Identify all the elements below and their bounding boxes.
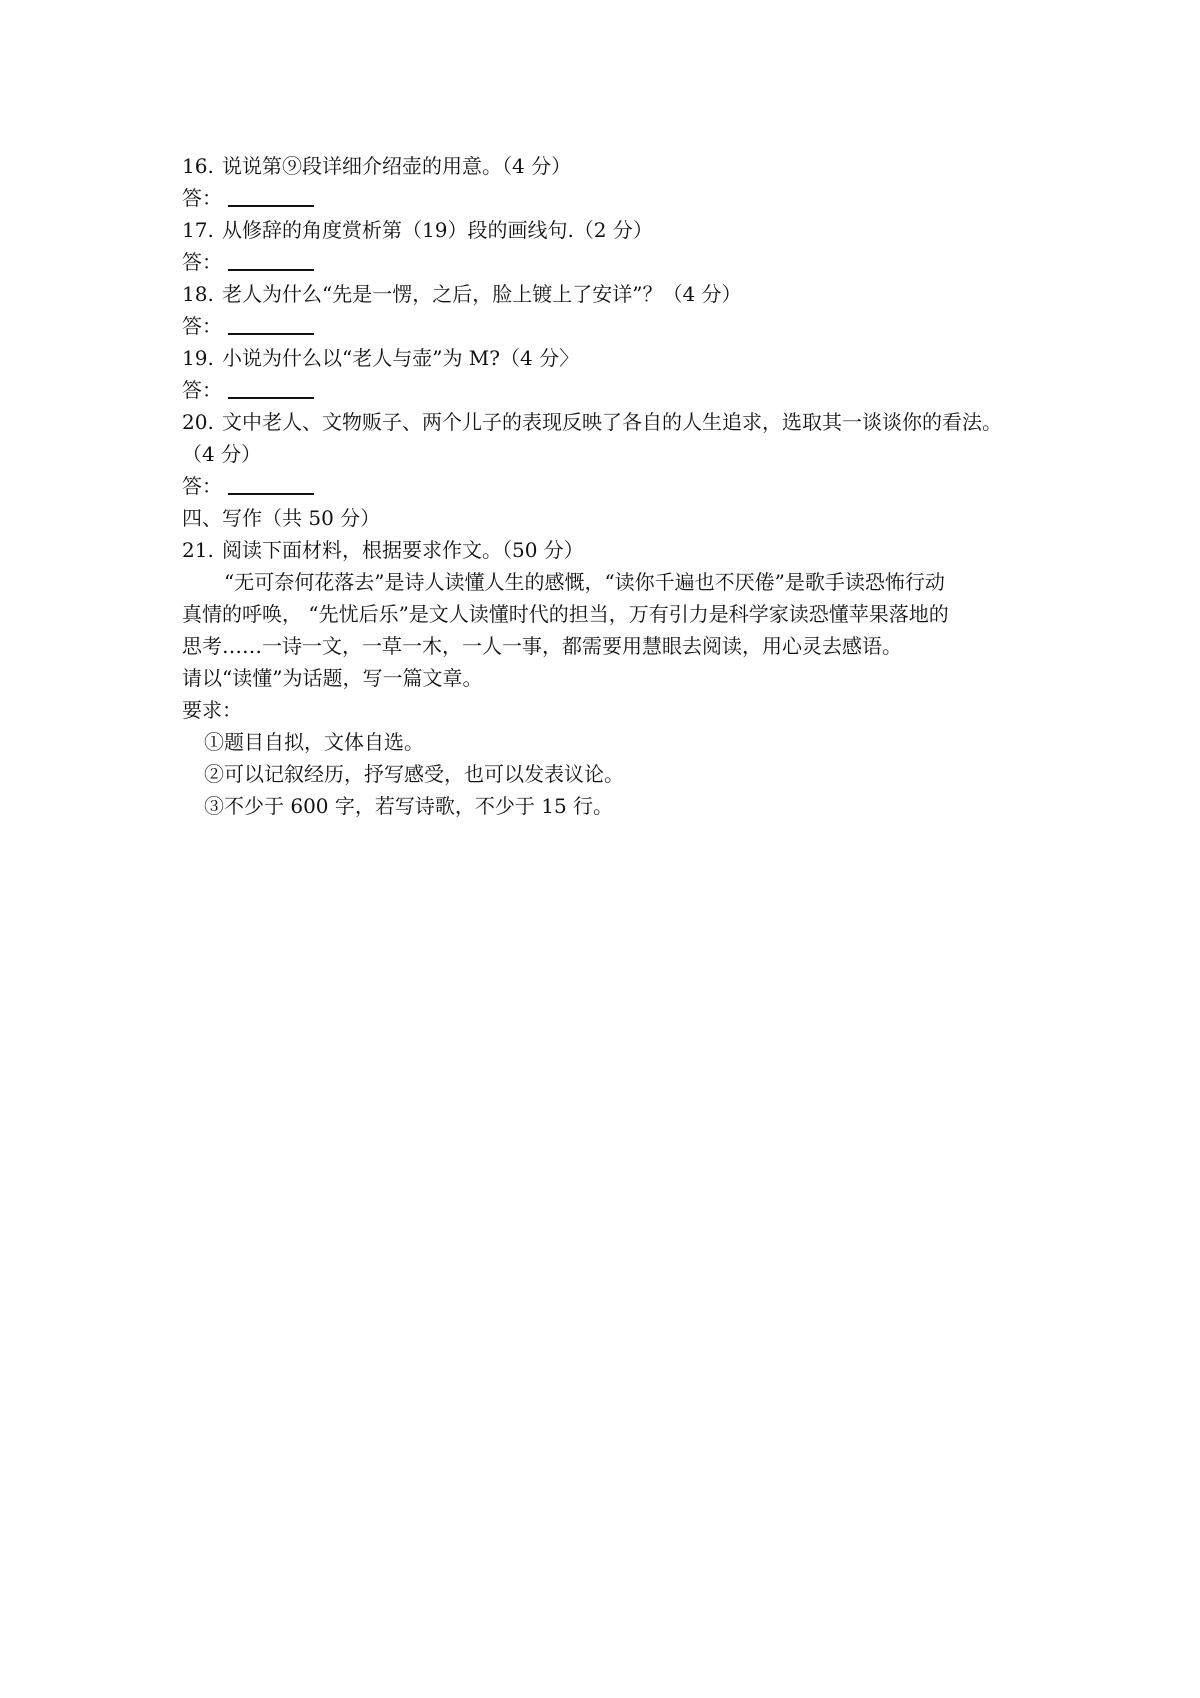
answer-line-19	[182, 374, 1042, 406]
question-text: 文中老人、文物贩子、两个儿子的表现反映了各自的人生追求，选取其一谈谈你的看法。	[222, 410, 1002, 434]
answer-label: 答：	[182, 378, 222, 402]
question-number: 20.	[182, 410, 214, 434]
answer-line-17	[182, 246, 1042, 278]
answer-label: 答：	[182, 186, 222, 210]
material-line-2: 真情的呼唤， “先忧后乐”是文人读懂时代的担当，万有引力是科学家读恐懂苹果落地的	[182, 602, 949, 626]
question-21	[182, 534, 1042, 566]
answer-blank[interactable]	[228, 313, 314, 335]
question-text: 说说第⑨段详细介绍壶的用意。（4 分）	[222, 154, 572, 178]
writing-topic: 请以“读懂”为话题，写一篇文章。	[182, 666, 483, 690]
requirements-label: 要求：	[182, 698, 242, 722]
answer-blank[interactable]	[228, 185, 314, 207]
question-19	[182, 342, 1042, 374]
question-text: 小说为什么以“老人与壶”为 M?（4 分〉	[222, 346, 580, 370]
answer-line-16	[182, 182, 1042, 214]
answer-blank[interactable]	[228, 249, 314, 271]
answer-line-20	[182, 470, 1042, 502]
material-line-1: “无可奈何花落去”是诗人读懂人生的感慨，“读你千遍也不厌倦”是歌手读恐怖行动	[224, 570, 945, 594]
question-number: 16.	[182, 154, 214, 178]
requirement-item: ①题目自拟，文体自选。	[204, 730, 424, 754]
question-text: 老人为什么“先是一愣，之后，脸上镀上了安详”？（4 分）	[222, 282, 742, 306]
answer-label: 答：	[182, 314, 222, 338]
question-text: 阅读下面材料，根据要求作文。（50 分）	[222, 538, 584, 562]
question-20-continuation	[182, 438, 1042, 470]
question-20	[182, 406, 1042, 438]
question-score: （4 分）	[182, 442, 262, 466]
requirement-item: ③不少于 600 字，若写诗歌，不少于 15 行。	[204, 794, 614, 818]
answer-label: 答：	[182, 250, 222, 274]
material-line-3: 思考……一诗一文，一草一木，一人一事，都需要用慧眼去阅读，用心灵去感语。	[182, 634, 902, 658]
exam-content	[182, 150, 1042, 822]
question-18	[182, 278, 1042, 310]
answer-label: 答：	[182, 474, 222, 498]
answer-blank[interactable]	[228, 473, 314, 495]
question-number: 18.	[182, 282, 214, 306]
question-number: 19.	[182, 346, 214, 370]
section-title: 四、写作（共 50 分）	[182, 506, 381, 530]
requirement-item: ②可以记叙经历，抒写感受，也可以发表议论。	[204, 762, 624, 786]
answer-blank[interactable]	[228, 377, 314, 399]
question-number: 21.	[182, 538, 214, 562]
answer-line-18	[182, 310, 1042, 342]
question-17	[182, 214, 1042, 246]
question-text: 从修辞的角度赏析第（19）段的画线句.（2 分）	[222, 218, 653, 242]
question-16	[182, 150, 1042, 182]
question-number: 17.	[182, 218, 214, 242]
